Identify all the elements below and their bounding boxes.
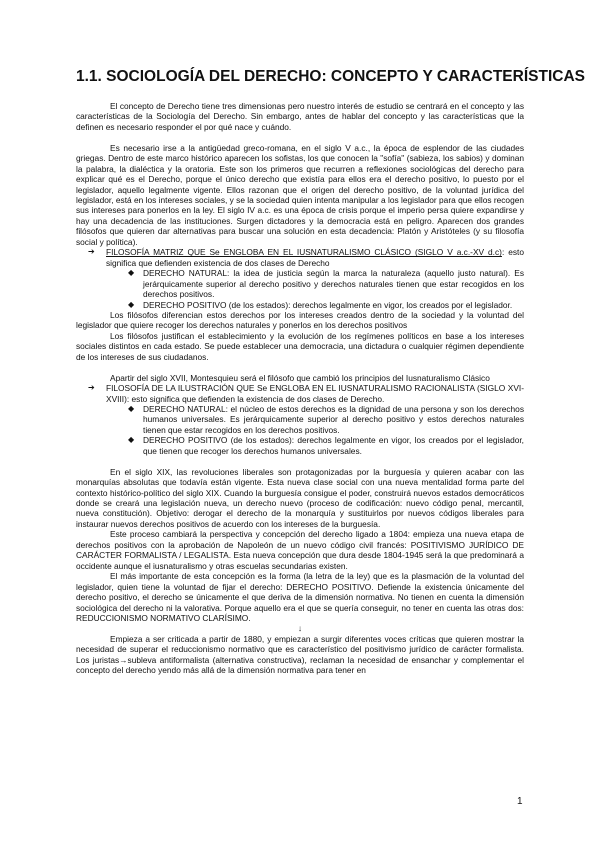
paragraph-philosophers: Los filósofos diferencian estos derechos por los intereses creados dentro de la sociedad y la voluntad del legislador que quiere recoger los derechos naturales y ponerlos en los derechos positivos [76, 310, 524, 331]
list-heading: FILOSOFÍA DE LA ILUSTRACIÓN QUE Se ENGLOBA EN EL IUSNATURALISMO RACIONALISTA (SIGLO XVI-XVIII) [106, 383, 524, 404]
sub-list-text: DERECHO NATURAL: el núcleo de estos derechos es la dignidad de una persona y son los derechos humanos universales. Es jerárquicamente superior al derecho positivo y estos derechos naturales tienen que estar recogidos en los derechos positivos. [143, 404, 524, 435]
paragraph-liberal-revolutions: En el siglo XIX, las revoluciones liberales son protagonizadas por la burguesía y quieren acabar con las monarquías absolutas que todavía están vigente. Esta nueva clase social con una nueva mentalidad forma parte del contexto histórico-político del siglo XIX. Cuando la burguesía consigue el poder, construirá nuevos estados democráticos donde se creará una legislación nueva, un derecho nuevo (proceso de codificación: nuevo código penal, mercantil, nueva constitución). Objetivo: derogar el derecho de la monarquía y sustituirlos por nuevos códigos liberales para instaurar nuevos derechos positivos de acuerdo con los intereses de la burguesía. [76, 466, 524, 529]
sub-list-text: DERECHO NATURAL: la idea de justicia según la marca la naturaleza (aquello justo natural). Es jerárquicamente superior al derecho positivo y derechos naturales tienen que estar recogidos en los derechos positivos. [143, 268, 524, 300]
paragraph-positive-law: El más importante de esta concepción es la forma (la letra de la ley) que es la plasmación de la voluntad del legislador, quien tiene la voluntad de fijar el derecho: DERECHO POSITIVO. Defiende la existencia únicamente del derecho positivo, el derecho se únicamente el que deriva de la dimensión normativa. No tienen en cuenta la dimensión sociológica del derecho ni la valorativa. Porque aquello era el que se quería conseguir, no tener en cuenta las otras dos: REDUCCIONISMO NORMATIVO CLARÍSIMO. [76, 571, 524, 624]
section-title: 1.1. SOCIOLOGÍA DEL DERECHO: CONCEPTO Y CARACTERÍSTICAS [76, 68, 585, 85]
paragraph-antiquity: Es necesario irse a la antigüedad greco-romana, en el siglo V a.c., la época de esplendor de las ciudades griegas. Dentro de este marco histórico aparecen los sofistas, los que conocen la "sofía" (sabieza, los sabios) y dominan la palabra, la dialéctica y la oratoria. Este son los primeros que recurren a reflexiones sociológicas del derecho para explicar qué es el Derecho, porque el único derecho que existía para ellos era el derecho positivo, lo puesto por el legislador, aquello legalmente vigente. Ellos razonan que el origen del derecho positivo, de la voluntad jurídica del legislador, está en los intereses sociales, y se la sociedad quien intenta manipular a los legislador para que ellos recogen sus intereses para ponerlos en la ley. El siglo IV a.c. es una época de crisis porque el imperio persa quiere expandirse y hay una decadencia de las instituciones. Surgen dictadores y la democracia está en peligro. Aparecen dos grandes filósofos que quieren dar alternativas para buscar una solución en esta decadencia: Platón y Aristóteles (y su filosofía social y política). [76, 142, 524, 247]
paragraph-montesquieu: Apartir del siglo XVII, Montesquieu será el filósofo que cambió los principios del Iusnaturalismo Clásico [110, 372, 490, 383]
sub-list-text: DERECHO POSITIVO (de los estados): derechos legalmente en vigor, los creados por el legislador, que tienen que recoger los derechos humanos universales. [143, 435, 524, 456]
paragraph-1804: Este proceso cambiará la perspectiva y concepción del derecho ligado a 1804: empieza una nueva etapa de derechos positivos con la aprobación de Napoleón de un nuevo código civil francés: POSITIVISMO JURÍDICO DE CARÁCTER FORMALISTA / LEGALISTA. Esta nueva concepción que dura desde 1804-1945 será la que predominará a occidente aunque el iusnaturalismo y otras escuelas secundarias existen. [76, 529, 524, 571]
sub-list-item [76, 404, 524, 435]
diamond-bullet-icon: ◆ [128, 268, 135, 278]
down-arrow-icon: ↓ [297, 623, 303, 634]
diamond-bullet-icon: ◆ [128, 435, 135, 445]
list-item-rationalist-iusnaturalism [76, 383, 524, 404]
list-item-classic-iusnaturalism [76, 247, 524, 268]
list-heading: FILOSOFÍA MATRIZ QUE Se ENGLOBA EN EL IUSNATURALISMO CLÁSICO (SIGLO V a.c.-XV d.c) [106, 247, 502, 258]
sub-list-item [76, 268, 524, 299]
paragraph-regimes: Los filósofos justifican el establecimiento y la evolución de los regímenes políticos en base a los intereses sociales distintos en cada estado. Se puede establecer una democracia, una dictadura o cualquier régimen dependiente de los intereses de sus ciudadanos. [76, 330, 524, 362]
diamond-bullet-icon: ◆ [128, 299, 135, 309]
sub-list-item [76, 300, 524, 310]
document-body [76, 101, 524, 676]
paragraph-intro: El concepto de Derecho tiene tres dimensionas pero nuestro interés de estudio se centrará en el concepto y las características de la Sociología del Derecho. Sin embargo, antes de hablar del concepto y las características que la definen es necesario responder el por qué nace y cuándo. [76, 101, 524, 132]
sub-list-item [76, 435, 524, 456]
paragraph-criticism: Empieza a ser criticada a partir de 1880, y empiezan a surgir diferentes voces críticas que quieren mostrar la necesidad de superar el reduccionismo normativo que es característico del positivismo jurídico de carácter formalista. Los juristas→subleva antiformalista (alternativa constructiva), reclaman la necesidad de ensanchar y complementar el concepto del derecho yendo más allá de la dimensión normativa para tener en [76, 633, 524, 676]
sub-list-text: DERECHO POSITIVO (de los estados): derechos legalmente en vigor, los creados por el legislador. [143, 299, 513, 310]
list-heading-rest: : esto significa que defienden la existencia de dos clases de Derecho. [126, 393, 385, 404]
list-heading-rest: : esto significa que defienden existencia de dos clases de Derecho [106, 247, 524, 268]
diamond-bullet-icon: ◆ [128, 404, 135, 414]
page-number: 1 [517, 796, 523, 807]
arrow-right-icon: ➔ [88, 247, 95, 257]
arrow-right-icon: ➔ [88, 383, 95, 393]
